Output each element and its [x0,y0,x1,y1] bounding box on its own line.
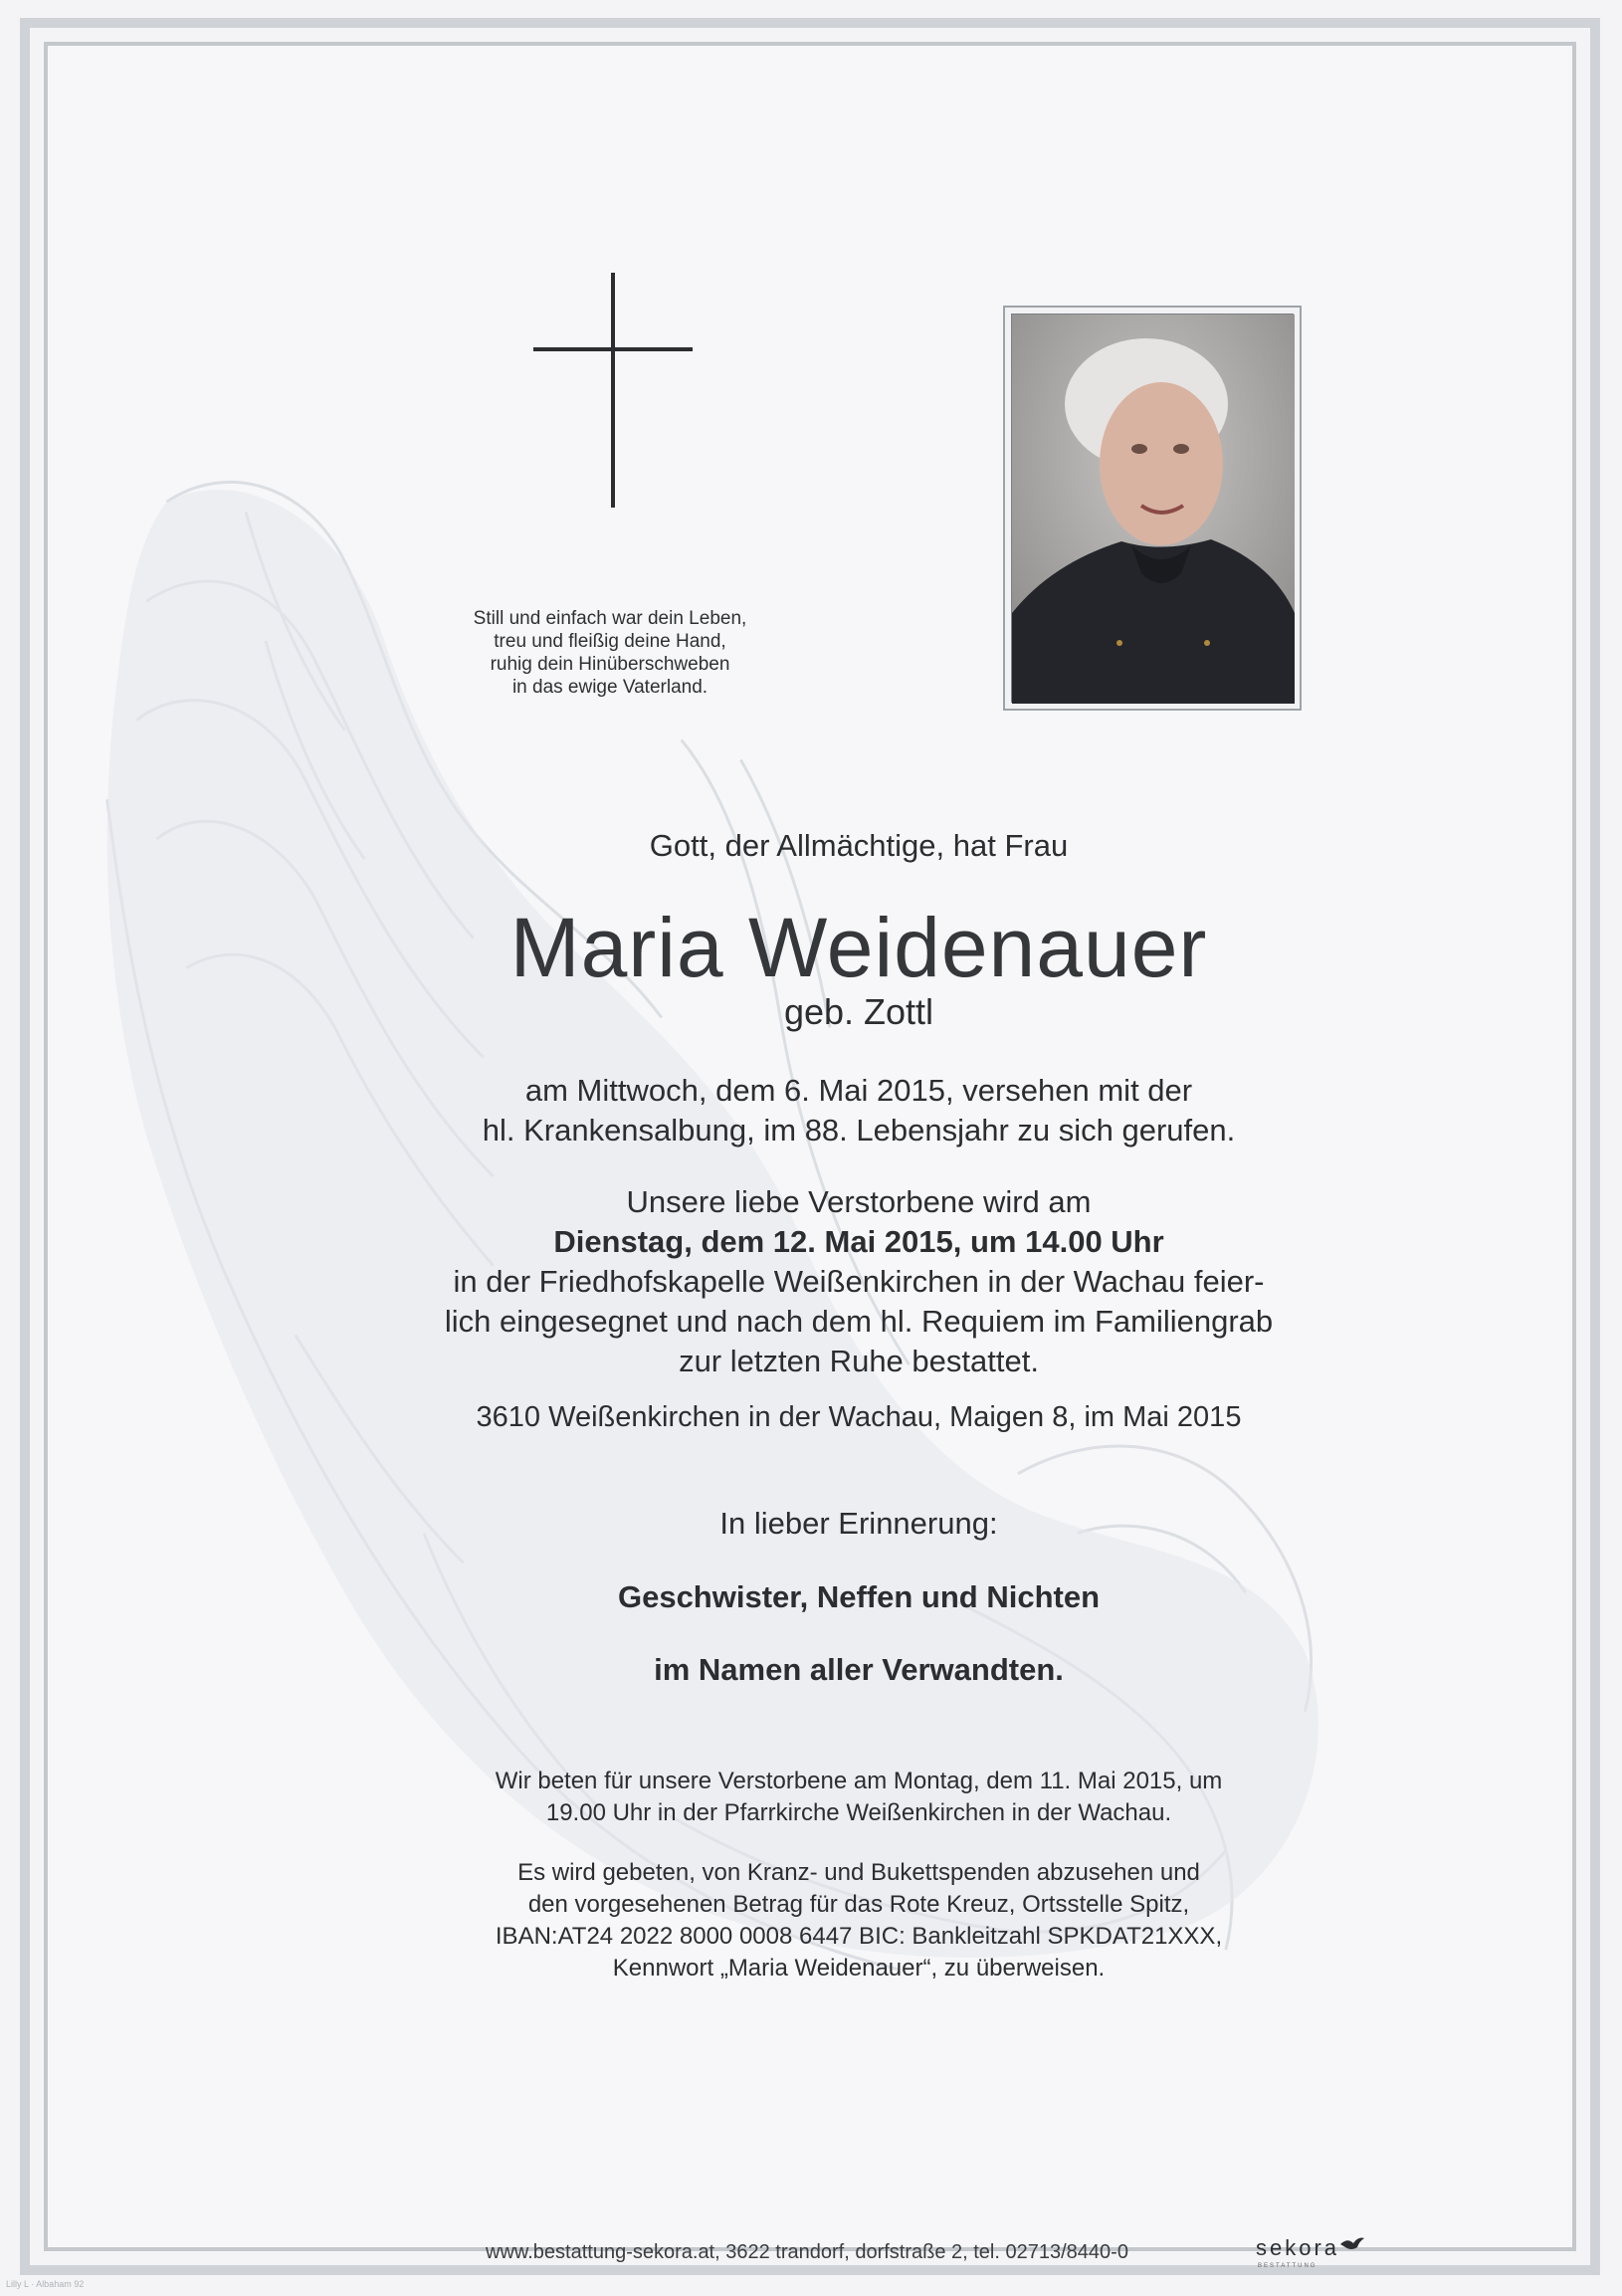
bird-icon [1339,2235,1365,2251]
death-line: am Mittwoch, dem 6. Mai 2015, versehen mit der [524,1073,1193,1108]
donation-notice [346,1857,1371,1984]
death-announcement [346,1071,1371,1150]
prayer-notice [346,1766,1371,1829]
donation-line: Es wird gebeten, von Kranz- und Bukettspenden abzusehen und [517,1859,1200,1886]
verse-line: treu und fleißig deine Hand, [494,631,726,652]
logo-name: sekora [1256,2235,1340,2260]
funeral-line: zur letzten Ruhe bestattet. [679,1344,1039,1378]
verse [396,607,824,699]
donation-line: den vorgesehenen Betrag für das Rote Kreuz, Ortsstelle Spitz, [527,1891,1190,1918]
maiden-name: geb. Zottl [783,991,934,1032]
logo-subtitle: BESTATTUNG [1258,2263,1318,2269]
verse-line: in das ewige Vaterland. [511,677,709,698]
prayer-line: Wir beten für unsere Verstorbene am Montag, dem 11. Mai 2015, um [495,1768,1223,1794]
portrait-photo [1011,313,1294,703]
intro-text: Gott, der Allmächtige, hat Frau [649,828,1069,863]
footer-contact: www.bestattung-sekora.at, 3622 trandorf, dorfstraße 2, tel. 02713/8440-0 [486,2241,1128,2263]
funeral-line: lich eingesegnet und nach dem hl. Requiem im Familiengrab [444,1304,1274,1339]
mourners-relatives: im Namen aller Verwandten. [654,1652,1064,1687]
cross-icon [533,273,693,512]
verse-line: Still und einfach war dein Leben, [473,608,747,629]
place-date: 3610 Weißenkirchen in der Wachau, Maigen 8, im Mai 2015 [476,1401,1242,1433]
verse-line: ruhig dein Hinüberschweben [490,654,730,675]
funeral-line: in der Friedhofskapelle Weißenkirchen in der Wachau feier- [453,1264,1265,1299]
sekora-logo [1256,2235,1365,2275]
memory-heading: In lieber Erinnerung: [719,1506,998,1541]
corner-mark: Lilly L · Albaham 92 [6,2279,85,2289]
mourners-siblings: Geschwister, Neffen und Nichten [617,1579,1101,1614]
deceased-name: Maria Weidenauer [509,901,1208,994]
card [44,42,1576,2269]
funeral-details [346,1182,1371,1381]
prayer-line: 19.00 Uhr in der Pfarrkirche Weißenkirchen in der Wachau. [545,1799,1172,1826]
death-line: hl. Krankensalbung, im 88. Lebensjahr zu sich gerufen. [482,1113,1236,1148]
donation-line: Kennwort „Maria Weidenauer“, zu überweisen. [612,1955,1106,1982]
funeral-date: Dienstag, dem 12. Mai 2015, um 14.00 Uhr [553,1224,1164,1259]
donation-line: IBAN:AT24 2022 8000 0008 6447 BIC: Bankleitzahl SPKDAT21XXX, [495,1923,1223,1950]
funeral-line: Unsere liebe Verstorbene wird am [626,1184,1092,1219]
portrait-frame [1003,306,1302,711]
